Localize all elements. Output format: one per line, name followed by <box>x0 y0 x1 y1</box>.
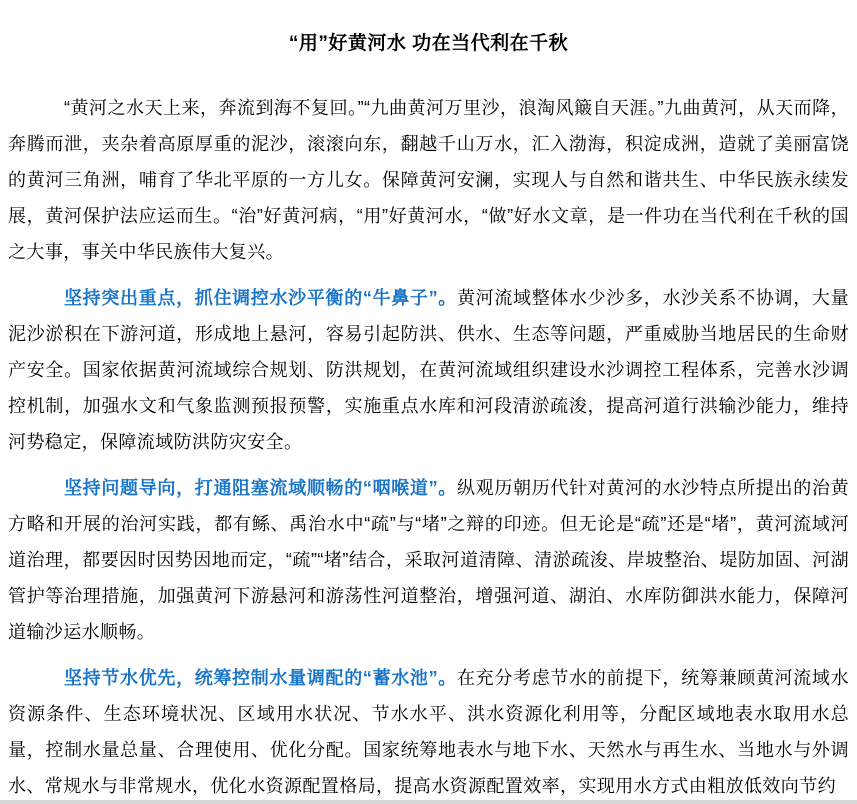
paragraph-water-saving-lead: 坚持节水优先，统筹控制水量调配的“蓄水池”。 <box>64 668 457 688</box>
paragraph-channel-dredging-body: 纵观历朝历代针对黄河的水沙特点所提出的治黄方略和开展的治河实践，都有鲧、禹治水中“疏”与“堵”之辩的印迹。但无论是“疏”还是“堵”，黄河流域河道治理，都要因时因势因地而定，“疏”“堵”结合，采取河道清障、清淤疏浚、岸坡整治、堤防加固、河湖管护等治理措施，加强黄河下游悬河和游荡性河道整治，增强河道、湖泊、水库防御洪水能力，保障河道输沙运水顺畅。 <box>8 478 849 642</box>
paragraph-water-saving-body: 在充分考虑节水的前提下，统筹兼顾黄河流域水资源条件、生态环境状况、区域用水状况、节水水平、洪水资源化利用等，分配区域地表水取用水总量，控制水量总量、合理使用、优化分配。国家统筹地表水与地下水、天然水与再生水、当地水与外调水、常规水与非常规水，优化水资源配置格局，提高水资源配置效率，实现用水方式由粗放低效向节约 <box>8 668 849 796</box>
paragraph-water-sand-balance-lead: 坚持突出重点，抓住调控水沙平衡的“牛鼻子”。 <box>64 288 457 308</box>
paragraph-water-sand-balance-body: 黄河流域整体水少沙多，水沙关系不协调，大量泥沙淤积在下游河道，形成地上悬河，容易引起防洪、供水、生态等问题，严重威胁当地居民的生命财产安全。国家依据黄河流域综合规划、防洪规划，在黄河流域组织建设水沙调控工程体系，完善水沙调控机制，加强水文和气象监测预报预警，实施重点水库和河段清淤疏浚，提高河道行洪输沙能力，维持河势稳定，保障流域防洪防灾安全。 <box>8 288 849 452</box>
paragraph-intro <box>8 90 849 270</box>
document-content <box>0 31 857 804</box>
paragraph-water-sand-balance <box>8 280 849 460</box>
document-title: “用”好黄河水 功在当代利在千秋 <box>288 33 569 54</box>
paragraph-channel-dredging-lead: 坚持问题导向，打通阻塞流域顺畅的“咽喉道”。 <box>64 478 457 498</box>
paragraph-channel-dredging <box>8 470 849 650</box>
clipped-next-line-sliver <box>0 800 857 804</box>
paragraph-intro-body: “黄河之水天上来，奔流到海不复回。”“九曲黄河万里沙，浪淘风簸自天涯。”九曲黄河，从天而降，奔腾而泄，夹杂着高原厚重的泥沙，滚滚向东，翻越千山万水，汇入渤海，积淀成洲，造就了美丽富饶的黄河三角洲，哺育了华北平原的一方儿女。保障黄河安澜，实现人与自然和谐共生、中华民族永续发展，黄河保护法应运而生。“治”好黄河病，“用”好黄河水，“做”好水文章，是一件功在当代利在千秋的国之大事，事关中华民族伟大复兴。 <box>8 98 849 262</box>
paragraph-water-saving <box>8 660 849 804</box>
